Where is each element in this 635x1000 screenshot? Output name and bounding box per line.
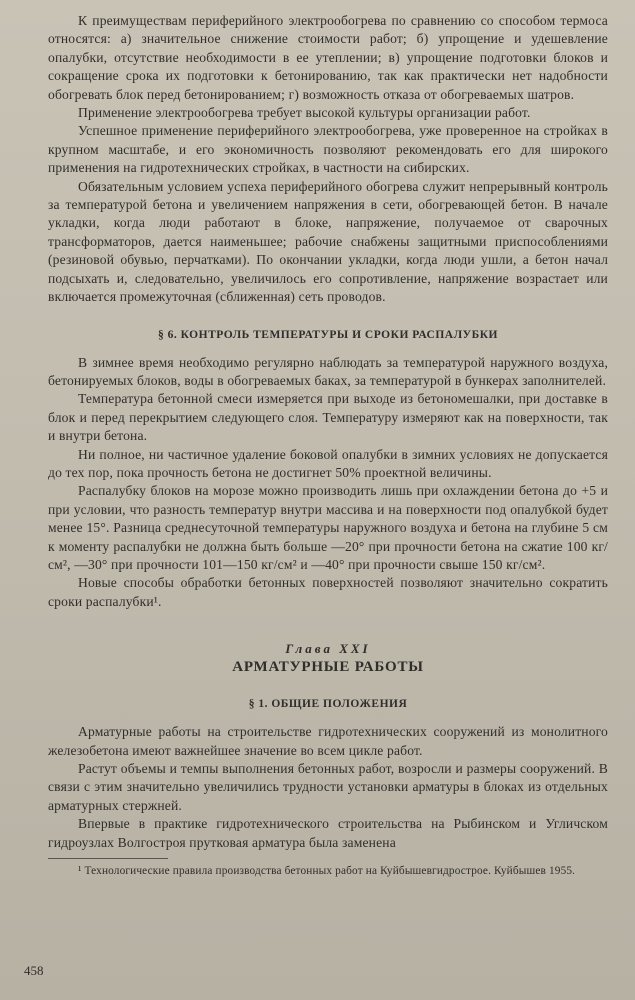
paragraph: Применение электрообогрева требует высокой культуры организации работ. — [78, 105, 531, 121]
paragraph: Температура бетонной смеси измеряется при выходе из бетономешалки, при доставке в блок и перед перекрытием следующего слоя. Температуру измеряют как на поверхности, так и внутри бетона. — [48, 391, 608, 444]
paragraph: Обязательным условием успеха периферийного обогрева служит непрерывный контроль за температурой бетона и увеличением напряжения в сети, обогревающей бетон. В начале укладки, когда люди работают в блоке, напряжение, получаемое от сварочных трансформаторов, дается наименьшее; рабочие снабжены защитными приспособлениями (резиновой обувью, перчатками). По окончании укладки, когда люди ушли, а бетон начал подсыхать и, следовательно, увеличилось его сопротивление, напряжение возрастает или включается промежуточная (сближенная) сеть проводов. — [48, 178, 608, 305]
section-6-title: § 6. КОНТРОЛЬ ТЕМПЕРАТУРЫ И СРОКИ РАСПАЛУБКИ — [158, 328, 498, 341]
paragraph: Впервые в практике гидротехнического строительства на Рыбинском и Угличском гидроузлах Волгостроя прутковая арматура была заменена — [48, 816, 608, 850]
paragraph: Растут объемы и темпы выполнения бетонных работ, возросли и размеры сооружений. В связи с этим значительно увеличились трудности установки арматуры в блоках из отдельных арматурных стержней. — [48, 761, 608, 813]
paragraph: Арматурные работы на строительстве гидротехнических сооружений из монолитного железобетона имеют важнейшее значение во всем цикле работ. — [48, 724, 608, 758]
chapter-title: АРМАТУРНЫЕ РАБОТЫ — [232, 659, 424, 676]
paragraph: К преимуществам периферийного электрообогрева по сравнению со способом термоса относятся: а) значительное снижение стоимости работ; б) упрощение и удешевление опалубки, отсутствие необходимости в ее утеплении; в) упрощение подготовки блоков и сокращение срока их подготовки к бетонированию, так как практически нет надобности обогревать блок перед бетонированием; г) возможность отказа от обогреваемых шатров. — [48, 13, 608, 102]
section-1-title: § 1. ОБЩИЕ ПОЛОЖЕНИЯ — [248, 698, 408, 711]
book-page — [48, 12, 608, 879]
paragraph: Распалубку блоков на морозе можно производить лишь при охлаждении бетона до +5 и при условии, что разность температур внутри массива и на поверхности под опалубкой будет менее 15°. Разница среднесуточной температуры наружного воздуха и бетона на глубине 5 см к моменту распалубки не должна быть больше —20° при прочности бетона на сжатие 100 кг/см², —30° при прочности 101—150 кг/см² и —40° при прочности свыше 150 кг/см². — [48, 483, 608, 572]
footnote-divider — [48, 858, 168, 859]
paragraph: Успешное применение периферийного электрообогрева, уже проверенное на стройках в крупном масштабе, и его экономичность позволяют рекомендовать его для широкого применения на гидротехнических стройках, в частности на сибирских. — [48, 123, 608, 176]
chapter-label: Глава XXI — [285, 641, 371, 657]
page-number: 458 — [24, 963, 44, 978]
footnote: ¹ Технологические правила производства бетонных работ на Куйбышевгидрострое. Куйбышев 1955. — [78, 865, 576, 878]
paragraph: Новые способы обработки бетонных поверхностей позволяют значительно сократить сроки распалубки¹. — [48, 575, 608, 609]
paragraph: Ни полное, ни частичное удаление боковой опалубки в зимних условиях не допускается до тех пор, пока прочность бетона не достигнет 50% проектной величины. — [48, 446, 608, 480]
paragraph: В зимнее время необходимо регулярно наблюдать за температурой наружного воздуха, бетонируемых блоков, воды в обогреваемых баках, за температурой в бункерах заполнителей. — [48, 354, 608, 388]
